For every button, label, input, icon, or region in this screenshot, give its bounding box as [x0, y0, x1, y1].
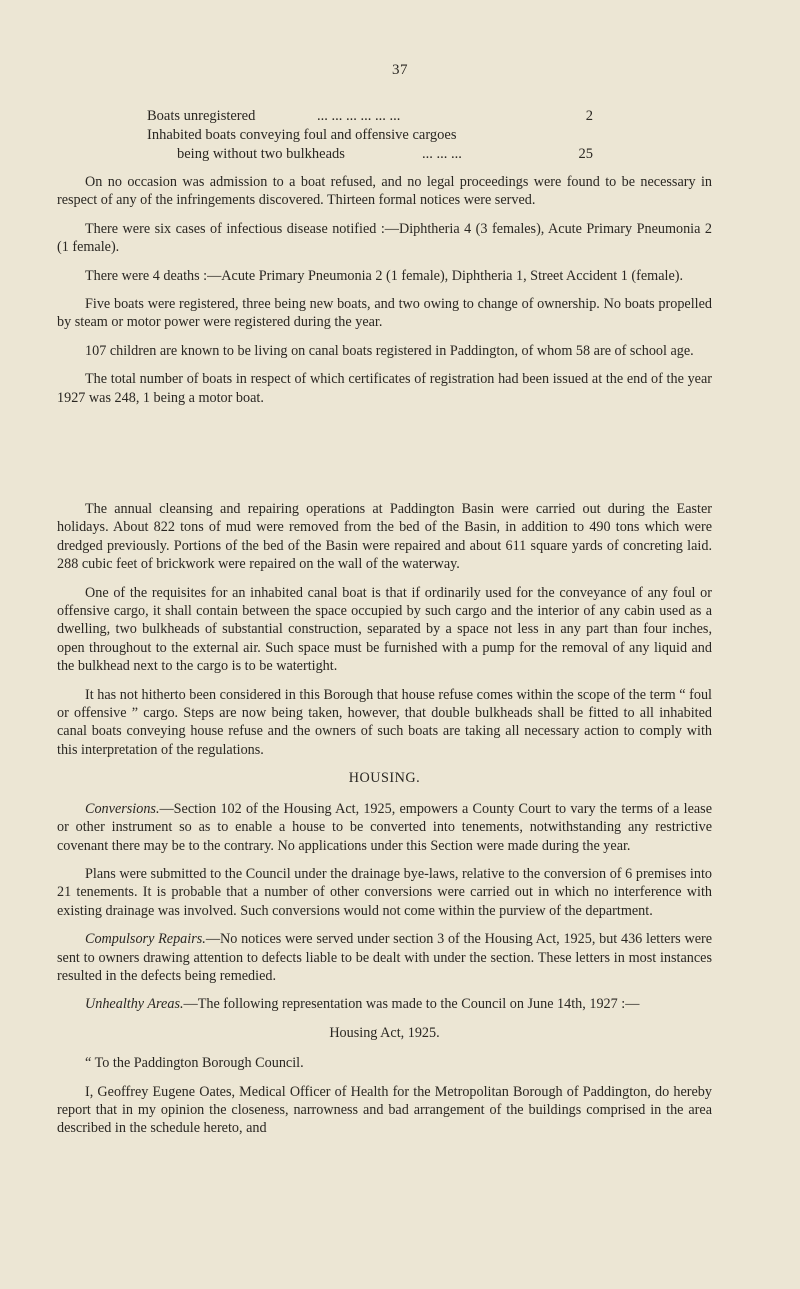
- subsection-label: Conversions.: [85, 800, 160, 817]
- paragraph: I, Geoffrey Eugene Oates, Medical Officer of Health for the Metropolitan Borough of Paddington, do hereby report that in my opinion the closeness, narrowness and bad arrangement of the buildings comprised in the area described in the schedule hereto, and: [57, 1083, 712, 1137]
- page-number: 37: [392, 62, 408, 78]
- paragraph: There were six cases of infectious disease notified :—Diphtheria 4 (3 females), Acute Primary Pneumonia 2 (1 female).: [57, 220, 712, 256]
- subsection-label: Compulsory Repairs.: [85, 931, 206, 948]
- basin-section: [57, 500, 712, 1145]
- leader-dots: ... ... ...: [422, 146, 462, 162]
- stat-label: being without two bulkheads: [177, 146, 345, 162]
- subsection-label: Unhealthy Areas.: [85, 996, 184, 1013]
- stat-row-foul-cargo: [147, 126, 607, 145]
- canal-boats-section: [57, 173, 712, 417]
- leader-dots: ... ... ... ... ... ...: [317, 108, 401, 124]
- paragraph: It has not hitherto been considered in this Borough that house refuse comes within the scope of the term “ foul or offensive ” cargo. Steps are now being taken, however, that double bulkheads shall be fitted to all inhabited canal boats conveying house refuse and the owners of such boats are taking all necessary action to comply with this interpretation of the regulations.: [57, 686, 712, 758]
- paragraph: 107 children are known to be living on canal boats registered in Paddington, of whom 58 are of school age.: [85, 342, 694, 359]
- paragraph-repairs: [57, 930, 712, 985]
- paragraph-conversions: [57, 800, 712, 855]
- paragraph: There were 4 deaths :—Acute Primary Pneumonia 2 (1 female), Diphtheria 1, Street Accident 1 (female).: [85, 267, 684, 284]
- paragraph-text: —The following representation was made to the Council on June 14th, 1927 :—: [183, 996, 640, 1013]
- stat-value: 2: [585, 108, 593, 124]
- address-line: “ To the Paddington Borough Council.: [85, 1055, 304, 1072]
- section-heading: HOUSING.: [348, 770, 421, 787]
- stat-label: Inhabited boats conveying foul and offensive cargoes: [147, 127, 457, 143]
- paragraph-text: —No notices were served under section 3 of the Housing Act, 1925, but 436 letters were sent to owners drawing attention to defects liable to be dealt with under the section. These letters in most instances resulted in the defects being remedied.: [57, 931, 713, 984]
- stat-label: Boats unregistered: [147, 108, 256, 124]
- act-title: Housing Act, 1925.: [329, 1024, 440, 1041]
- paragraph: Five boats were registered, three being new boats, and two owing to change of ownership. No boats propelled by steam or motor power were registered during the year.: [57, 296, 712, 331]
- paragraph-unhealthy: [57, 995, 712, 1013]
- stat-value: 25: [578, 146, 593, 162]
- paragraph-text: —Section 102 of the Housing Act, 1925, empowers a County Court to vary the terms of a lease or other instrument so as to enable a house to be converted into tenements, notwithstanding any restrictive covenant there may be to the contrary. No applications under this Section were made during the year.: [57, 800, 712, 854]
- paragraph: One of the requisites for an inhabited canal boat is that if ordinarily used for the conveyance of any foul or offensive cargo, it shall contain between the space occupied by such cargo and the interior of any cabin used as a dwelling, two bulkheads of substantial construction, separated by a space not less in any part than four inches, open throughout to the external air. Such space must be furnished with a pump for the removal of any liquid and the bulkhead next to the cargo is to be watertight.: [57, 584, 712, 675]
- paragraph: On no occasion was admission to a boat refused, and no legal proceedings were found to be necessary in respect of any of the infringements discovered. Thirteen formal notices were served.: [57, 174, 712, 209]
- paragraph: Plans were submitted to the Council under the drainage bye-laws, relative to the conversion of 6 premises into 21 tenements. It is probable that a number of other conversions were carried out in which no interference with existing drainage was involved. Such conversions would not come within the purview of the department.: [57, 865, 712, 919]
- stat-row-foul-cargo-cont: [147, 145, 607, 164]
- paragraph: The total number of boats in respect of which certificates of registration had been issued at the end of the year 1927 was 248, 1 being a motor boat.: [57, 371, 712, 406]
- paragraph: The annual cleansing and repairing operations at Paddington Basin were carried out during the Easter holidays. About 822 tons of mud were removed from the bed of the Basin, in addition to 490 tons which were dredged previously. Portions of the bed of the Basin were repaired and about 611 square yards of concreting laid. 288 cubic feet of brickwork were repaired on the wall of the waterway.: [57, 501, 712, 573]
- stat-row-unregistered: [147, 107, 607, 126]
- boat-statistics: [147, 107, 607, 164]
